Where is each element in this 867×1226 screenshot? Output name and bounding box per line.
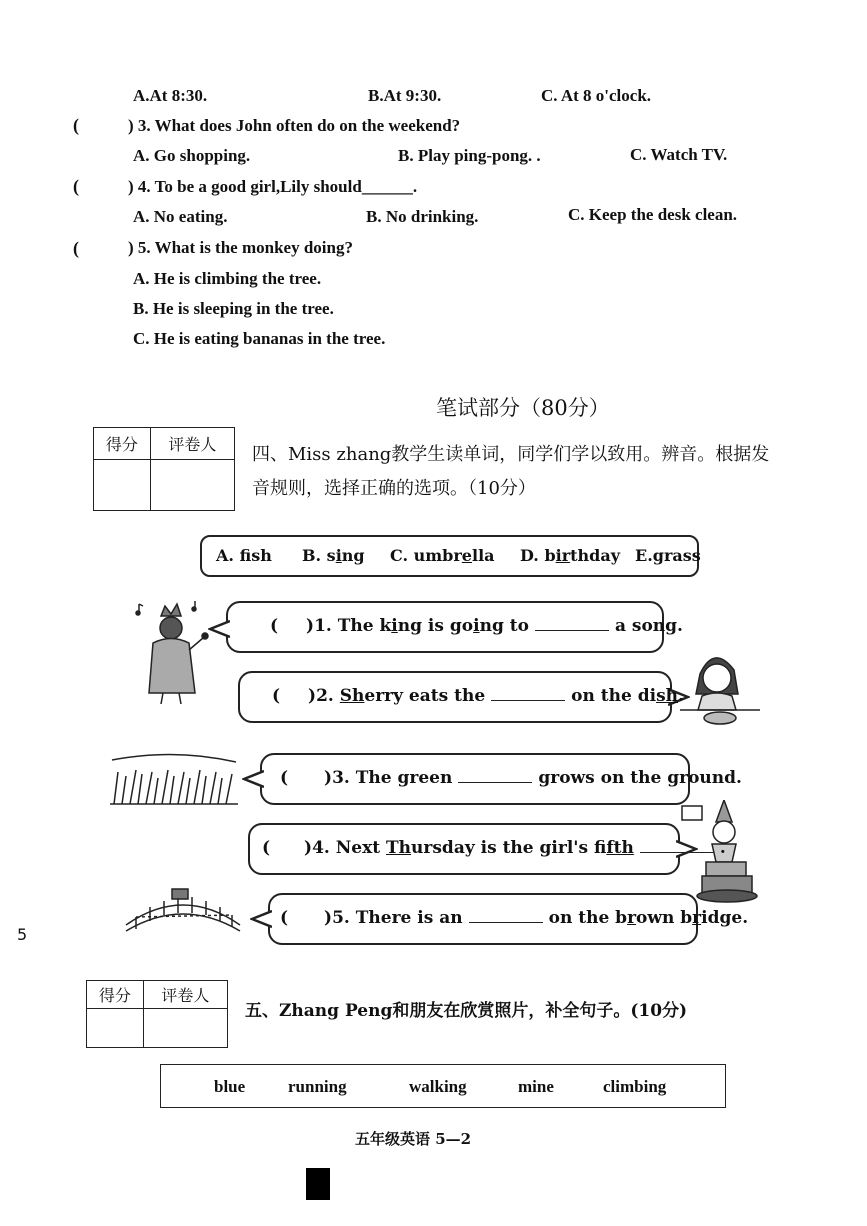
scan-registration-mark: [306, 1168, 330, 1200]
q3-stem: ) 3. What does John often do on the weekend?: [128, 116, 461, 135]
blank-3[interactable]: [458, 768, 532, 783]
score-cell[interactable]: [87, 1009, 144, 1048]
q5-stem: ) 5. What is the monkey doing?: [128, 238, 353, 257]
q5-option-a: A. He is climbing the tree.: [133, 269, 322, 288]
blank-4[interactable]: [640, 838, 714, 853]
phonics-options-box: [200, 535, 699, 577]
blank-2[interactable]: [491, 686, 565, 701]
score-label: 得分: [94, 428, 151, 460]
girl-eating-illustration: [678, 644, 764, 732]
grader-label: 评卷人: [150, 428, 234, 460]
q3-option-a: A. Go shopping.: [133, 146, 251, 165]
q2-option-a: A.At 8:30.: [133, 86, 208, 105]
section4-title-line1: 四、Miss zhang教学生读单词，同学们学以致用。辨音。根据发: [252, 444, 770, 465]
word-bank-item: blue: [214, 1077, 246, 1096]
sentence-1: ( )1. The king is going to a song.: [270, 616, 683, 636]
word-bank-item: climbing: [603, 1077, 667, 1096]
q4-stem: ) 4. To be a good girl,Lily should______.: [128, 177, 418, 196]
q4-option-a: A. No eating.: [133, 207, 228, 226]
q3-option-b: B. Play ping-pong. .: [398, 146, 541, 165]
blank-5[interactable]: [469, 908, 543, 923]
sentence-bubble-1: [226, 601, 683, 653]
grader-cell[interactable]: [150, 460, 234, 511]
word-bank-item: running: [288, 1077, 347, 1096]
section5-title: 五、Zhang Peng和朋友在欣赏照片，补全句子。(10分): [245, 1001, 688, 1021]
phonics-option-d: D. birthday: [520, 546, 621, 565]
q2-option-c: C. At 8 o'clock.: [541, 86, 652, 105]
sentence-bubble-5: [268, 893, 749, 945]
q4-option-c: C. Keep the desk clean.: [568, 205, 738, 224]
section4-title-line2: 音规则，选择正确的选项。（10分）: [252, 478, 536, 499]
side-page-number: 5: [17, 925, 28, 944]
sentence-bubble-4: [248, 823, 726, 875]
score-label: 得分: [87, 981, 144, 1009]
written-section-title: 笔试部分（80分）: [436, 396, 610, 420]
grass-illustration: [110, 750, 238, 806]
score-box-section5: [86, 980, 228, 1048]
sentence-2: ( )2. Sherry eats the on the dish.: [272, 686, 684, 706]
word-bank-item: mine: [518, 1077, 554, 1096]
sentence-5: ( )5. There is an on the brown bridge.: [280, 908, 749, 928]
phonics-option-a: A. fsh: [216, 546, 272, 565]
grader-label: 评卷人: [143, 981, 227, 1009]
score-box-section4: [93, 427, 235, 511]
page-footer: 五年级英语 5—2: [355, 1130, 472, 1148]
phonics-option-b: B. sing: [302, 546, 365, 565]
q3-option-c: C. Watch TV.: [630, 145, 728, 164]
grader-cell[interactable]: [143, 1009, 227, 1048]
sentence-4: ( )4. Next Thursday is the girl's fifth .: [262, 838, 726, 858]
word-bank-box: [160, 1064, 726, 1108]
bridge-illustration: [120, 885, 246, 935]
blank-1[interactable]: [535, 616, 609, 631]
phonics-option-c: C. umbrella: [390, 546, 495, 565]
sentence-bubble-3: [260, 753, 742, 805]
q5-option-b: B. He is sleeping in the tree.: [133, 299, 334, 318]
sentence-3: ( )3. The green grows on the ground.: [280, 768, 742, 788]
q5-option-c: C. He is eating bananas in the tree.: [133, 329, 386, 348]
q4-option-b: B. No drinking.: [366, 207, 479, 226]
score-cell[interactable]: [94, 460, 151, 511]
king-singing-illustration: [133, 598, 213, 706]
sentence-bubble-2: [238, 671, 684, 723]
q3-answer-paren[interactable]: (: [73, 115, 79, 135]
q2-option-b: B.At 9:30.: [368, 86, 442, 105]
word-bank-item: walking: [409, 1077, 467, 1096]
q5-answer-paren[interactable]: (: [73, 238, 79, 258]
phonics-option-e: E.grass: [635, 546, 701, 565]
q4-answer-paren[interactable]: (: [73, 176, 79, 196]
